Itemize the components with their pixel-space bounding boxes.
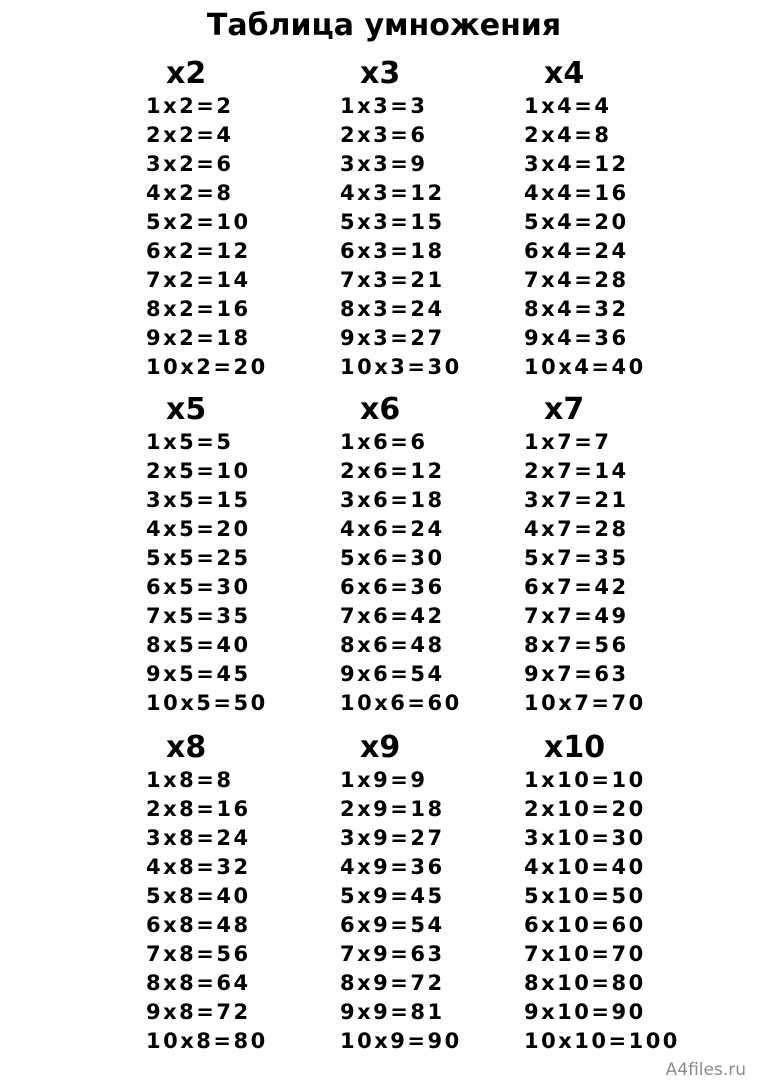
table-row: 1x3=3 (340, 94, 428, 118)
table-row: 8x6=48 (340, 633, 445, 657)
table-row: 2x7=14 (524, 459, 629, 483)
table-row: 3x5=15 (146, 488, 251, 512)
table-row: 7x8=56 (146, 942, 251, 966)
table-row: 4x6=24 (340, 517, 445, 541)
table-row: 2x10=20 (524, 797, 646, 821)
table-row: 6x5=30 (146, 575, 251, 599)
table-row: 2x4=8 (524, 123, 612, 147)
table-row: 4x3=12 (340, 181, 445, 205)
table-row: 1x7=7 (524, 430, 612, 454)
table-row: 10x5=50 (146, 691, 268, 715)
table-row: 5x8=40 (146, 884, 251, 908)
table-row: 5x2=10 (146, 210, 251, 234)
table-row: 8x10=80 (524, 971, 646, 995)
table-block-x7 (524, 392, 646, 715)
table-row: 6x4=24 (524, 239, 629, 263)
table-block-x3 (340, 56, 462, 379)
table-row: 1x5=5 (146, 430, 234, 454)
table-row: 4x9=36 (340, 855, 445, 879)
table-row: 10x10=100 (524, 1029, 680, 1053)
table-row: 7x4=28 (524, 268, 629, 292)
table-row: 8x3=24 (340, 297, 445, 321)
table-header: x10 (544, 730, 606, 765)
table-row: 6x6=36 (340, 575, 445, 599)
table-row: 7x9=63 (340, 942, 445, 966)
table-row: 4x4=16 (524, 181, 629, 205)
table-block-x6 (340, 392, 462, 715)
table-block-x5 (146, 392, 268, 715)
table-row: 7x6=42 (340, 604, 445, 628)
table-row: 10x2=20 (146, 355, 268, 379)
table-row: 9x3=27 (340, 326, 445, 350)
table-row: 6x9=54 (340, 913, 445, 937)
table-header: x7 (544, 392, 585, 427)
table-block-x10 (524, 730, 680, 1053)
table-row: 8x7=56 (524, 633, 629, 657)
table-row: 1x9=9 (340, 768, 428, 792)
table-row: 10x8=80 (146, 1029, 268, 1053)
table-row: 1x6=6 (340, 430, 428, 454)
table-row: 6x7=42 (524, 575, 629, 599)
table-header: x3 (360, 56, 401, 91)
table-row: 2x5=10 (146, 459, 251, 483)
table-row: 10x3=30 (340, 355, 462, 379)
table-row: 6x8=48 (146, 913, 251, 937)
table-row: 9x6=54 (340, 662, 445, 686)
table-row: 2x9=18 (340, 797, 445, 821)
table-header: x9 (360, 730, 401, 765)
table-row: 5x6=30 (340, 546, 445, 570)
table-row: 4x2=8 (146, 181, 234, 205)
table-row: 5x3=15 (340, 210, 445, 234)
table-row: 8x9=72 (340, 971, 445, 995)
table-row: 4x7=28 (524, 517, 629, 541)
table-row: 10x9=90 (340, 1029, 462, 1053)
table-row: 10x4=40 (524, 355, 646, 379)
table-row: 1x10=10 (524, 768, 646, 792)
table-row: 3x9=27 (340, 826, 445, 850)
table-row: 7x2=14 (146, 268, 251, 292)
table-row: 3x2=6 (146, 152, 234, 176)
table-row: 3x6=18 (340, 488, 445, 512)
table-header: x2 (166, 56, 207, 91)
table-header: x6 (360, 392, 401, 427)
table-row: 8x5=40 (146, 633, 251, 657)
table-row: 9x5=45 (146, 662, 251, 686)
table-row: 2x6=12 (340, 459, 445, 483)
table-row: 2x8=16 (146, 797, 251, 821)
table-header: x8 (166, 730, 207, 765)
table-row: 8x2=16 (146, 297, 251, 321)
table-row: 5x4=20 (524, 210, 629, 234)
table-row: 7x5=35 (146, 604, 251, 628)
table-row: 5x5=25 (146, 546, 251, 570)
table-row: 6x10=60 (524, 913, 646, 937)
table-row: 3x8=24 (146, 826, 251, 850)
table-row: 7x7=49 (524, 604, 629, 628)
table-block-x8 (146, 730, 268, 1053)
table-block-x4 (524, 56, 646, 379)
table-row: 7x3=21 (340, 268, 445, 292)
page-title: Таблица умножения (206, 8, 562, 43)
table-row: 10x7=70 (524, 691, 646, 715)
table-row: 1x2=2 (146, 94, 234, 118)
table-row: 7x10=70 (524, 942, 646, 966)
table-row: 10x6=60 (340, 691, 462, 715)
table-row: 1x8=8 (146, 768, 234, 792)
table-header: x4 (544, 56, 585, 91)
table-header: x5 (166, 392, 207, 427)
table-row: 5x9=45 (340, 884, 445, 908)
table-row: 3x10=30 (524, 826, 646, 850)
table-row: 5x10=50 (524, 884, 646, 908)
table-row: 9x2=18 (146, 326, 251, 350)
table-row: 8x8=64 (146, 971, 251, 995)
table-row: 4x8=32 (146, 855, 251, 879)
table-block-x2 (146, 56, 268, 379)
table-row: 2x3=6 (340, 123, 428, 147)
table-row: 9x4=36 (524, 326, 629, 350)
table-row: 8x4=32 (524, 297, 629, 321)
table-row: 2x2=4 (146, 123, 234, 147)
table-row: 4x5=20 (146, 517, 251, 541)
table-row: 3x3=9 (340, 152, 428, 176)
table-row: 3x4=12 (524, 152, 629, 176)
table-row: 9x7=63 (524, 662, 629, 686)
table-row: 6x2=12 (146, 239, 251, 263)
table-row: 6x3=18 (340, 239, 445, 263)
table-row: 5x7=35 (524, 546, 629, 570)
table-row: 1x4=4 (524, 94, 612, 118)
table-block-x9 (340, 730, 462, 1053)
table-row: 9x9=81 (340, 1000, 445, 1024)
watermark: A4files.ru (665, 1060, 746, 1080)
table-row: 9x8=72 (146, 1000, 251, 1024)
table-row: 9x10=90 (524, 1000, 646, 1024)
table-row: 3x7=21 (524, 488, 629, 512)
table-row: 4x10=40 (524, 855, 646, 879)
